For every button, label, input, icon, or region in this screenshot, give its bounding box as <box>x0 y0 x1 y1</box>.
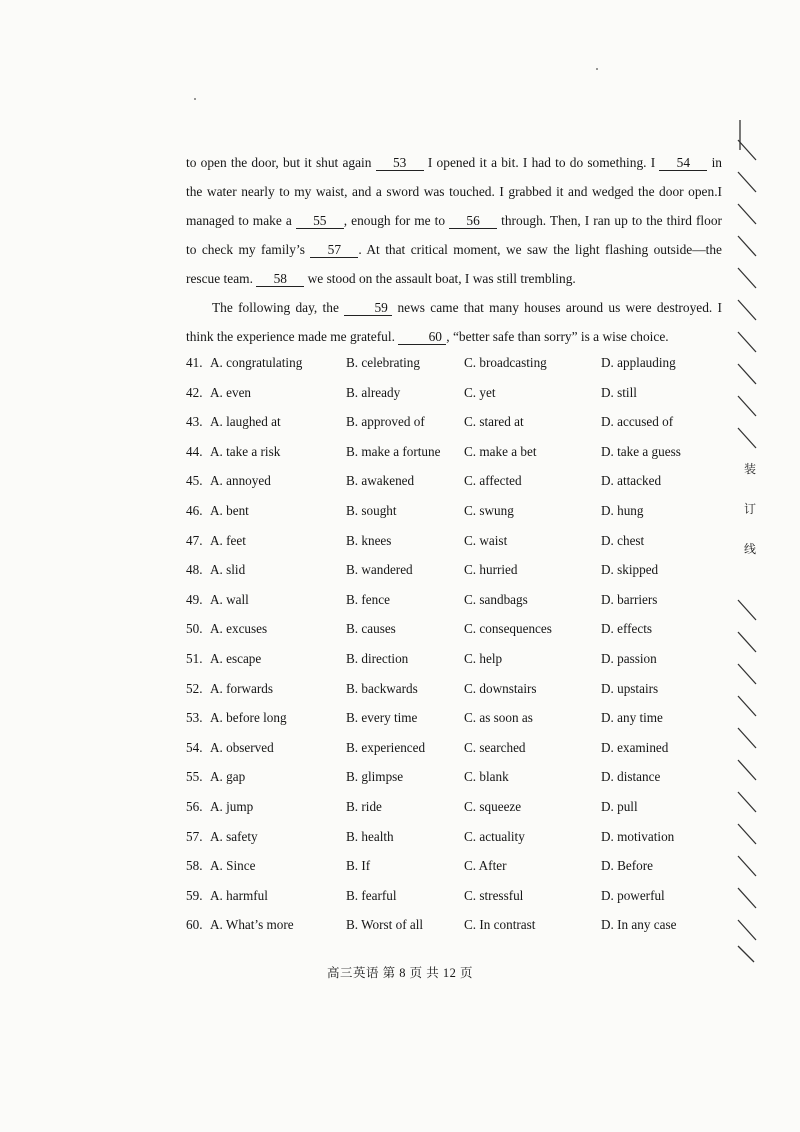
option-d: D. barriers <box>601 591 658 607</box>
option-d: D. hung <box>601 502 644 518</box>
blank-58: 58 <box>256 271 304 287</box>
option-a: A. before long <box>210 710 287 726</box>
option-b: B. every time <box>346 710 418 726</box>
option-a: A. observed <box>210 739 274 755</box>
question-row <box>186 531 726 561</box>
question-row <box>186 679 726 709</box>
option-d: D. upstairs <box>601 680 659 696</box>
question-number: 57. <box>186 828 203 844</box>
option-d: D. powerful <box>601 887 665 903</box>
blank-56: 56 <box>449 213 497 229</box>
passage-paragraph-1 <box>186 148 722 293</box>
option-d: D. motivation <box>601 828 675 844</box>
question-number: 60. <box>186 917 203 933</box>
option-c: C. as soon as <box>464 710 533 726</box>
option-b: B. fearful <box>346 887 397 903</box>
option-c: C. broadcasting <box>464 355 547 370</box>
option-c: C. help <box>464 650 503 666</box>
option-b: B. backwards <box>346 680 418 696</box>
option-a: A. What’s more <box>210 917 294 933</box>
question-row <box>186 442 726 472</box>
option-a: A. laughed at <box>210 414 281 430</box>
option-d: D. examined <box>601 739 669 755</box>
question-number: 58. <box>186 858 203 874</box>
binding-char-zhuang: 装 <box>744 462 757 476</box>
option-d: D. skipped <box>601 562 659 578</box>
option-d: D. passion <box>601 650 657 666</box>
question-row <box>186 412 726 442</box>
question-row <box>186 915 726 945</box>
blank-55: 55 <box>296 213 344 229</box>
option-c: C. stared at <box>464 414 524 430</box>
option-b: B. If <box>346 858 371 874</box>
question-number: 49. <box>186 591 203 607</box>
option-a: A. forwards <box>210 680 273 696</box>
option-a: A. excuses <box>210 621 268 637</box>
passage-text: I opened it a bit. I had to do something. I <box>423 155 660 170</box>
question-number: 43. <box>186 414 203 430</box>
passage-text: in the water nearly to my waist, and a sword was touched. I grabbed it and wedged the door open.I managed to make a <box>186 155 722 228</box>
question-row <box>186 383 726 413</box>
question-number: 48. <box>186 562 203 578</box>
option-c: C. stressful <box>464 887 524 903</box>
option-d: D. take a guess <box>601 443 681 459</box>
option-b: B. Worst of all <box>346 917 424 933</box>
option-d: D. applauding <box>601 355 676 370</box>
option-c: C. searched <box>464 739 526 755</box>
option-b: B. health <box>346 828 394 844</box>
passage-paragraph-2 <box>186 293 722 351</box>
option-c: C. blank <box>464 769 509 785</box>
question-row <box>186 590 726 620</box>
option-c: C. waist <box>464 532 508 548</box>
page-footer: 高三英语 第 8 页 共 12 页 <box>326 966 473 980</box>
question-row <box>186 797 726 827</box>
blank-60: 60 <box>398 329 446 345</box>
blank-54: 54 <box>659 155 707 171</box>
option-c: C. hurried <box>464 562 518 578</box>
question-row <box>186 708 726 738</box>
reading-passage <box>186 148 722 351</box>
option-c: C. yet <box>464 384 496 400</box>
question-number: 47. <box>186 532 203 548</box>
question-number: 51. <box>186 650 203 666</box>
option-d: D. accused of <box>601 414 674 430</box>
option-b: B. already <box>346 384 401 400</box>
blank-53: 53 <box>376 155 424 171</box>
option-b: B. fence <box>346 591 390 607</box>
scan-speck <box>194 98 196 100</box>
option-a: A. even <box>210 384 252 400</box>
option-a: A. annoyed <box>210 473 271 489</box>
option-d: D. still <box>601 384 637 400</box>
question-number: 41. <box>186 355 203 370</box>
option-c: C. actuality <box>464 828 525 844</box>
option-c: C. affected <box>464 473 522 489</box>
option-c: C. make a bet <box>464 443 537 459</box>
option-c: C. sandbags <box>464 591 528 607</box>
option-a: A. escape <box>210 650 262 666</box>
option-a: A. bent <box>210 502 249 518</box>
option-b: B. glimpse <box>346 769 404 785</box>
binding-char-ding: 订 <box>744 502 757 516</box>
option-a: A. congratulating <box>210 355 303 370</box>
option-a: A. wall <box>210 591 249 607</box>
option-a: A. jump <box>210 798 254 814</box>
question-row <box>186 471 726 501</box>
passage-text: , enough for me to <box>343 213 450 228</box>
option-d: D. In any case <box>601 917 677 933</box>
option-b: B. direction <box>346 650 409 666</box>
answer-options <box>186 353 726 945</box>
option-c: C. consequences <box>464 621 552 637</box>
question-row <box>186 501 726 531</box>
option-a: A. slid <box>210 562 246 578</box>
question-number: 46. <box>186 502 203 518</box>
passage-text: through. Then, I ran up to the third floor to check my family’s <box>186 213 722 257</box>
option-b: B. causes <box>346 621 396 637</box>
option-a: A. take a risk <box>210 443 281 459</box>
option-b: B. make a fortune <box>346 443 441 459</box>
question-number: 52. <box>186 680 203 696</box>
option-d: D. effects <box>601 621 653 637</box>
option-d: D. Before <box>601 858 653 874</box>
option-d: D. pull <box>601 798 638 814</box>
option-a: A. feet <box>210 532 246 548</box>
question-number: 59. <box>186 887 203 903</box>
option-b: B. wandered <box>346 562 413 578</box>
question-row <box>186 886 726 916</box>
question-number: 56. <box>186 798 203 814</box>
question-row <box>186 649 726 679</box>
option-b: B. knees <box>346 532 392 548</box>
option-d: D. any time <box>601 710 663 726</box>
option-b: B. awakened <box>346 473 415 489</box>
option-b: B. sought <box>346 502 397 518</box>
option-a: A. harmful <box>210 887 268 903</box>
option-d: D. distance <box>601 769 661 785</box>
passage-text: news came that many houses around us were destroyed. I think the experience made me grateful. <box>186 300 723 344</box>
scan-speck <box>596 68 598 70</box>
option-d: D. attacked <box>601 473 662 489</box>
option-c: C. swung <box>464 502 514 518</box>
option-b: B. approved of <box>346 414 425 430</box>
question-row <box>186 619 726 649</box>
question-row <box>186 827 726 857</box>
option-b: B. celebrating <box>346 355 420 370</box>
option-c: C. downstairs <box>464 680 537 696</box>
binding-char-xian: 线 <box>744 542 757 556</box>
question-row <box>186 767 726 797</box>
passage-text: to open the door, but it shut again <box>186 155 376 170</box>
option-a: A. safety <box>210 828 258 844</box>
passage-text: The following day, the <box>212 300 345 315</box>
option-c: C. In contrast <box>464 917 536 933</box>
question-number: 54. <box>186 739 203 755</box>
option-c: C. squeeze <box>464 798 522 814</box>
option-b: B. ride <box>346 798 382 814</box>
option-d: D. chest <box>601 532 645 548</box>
passage-text: , “better safe than sorry” is a wise choice. <box>446 329 669 344</box>
question-row <box>186 353 726 383</box>
question-row <box>186 856 726 886</box>
question-number: 55. <box>186 769 203 785</box>
question-row <box>186 738 726 768</box>
option-a: A. Since <box>210 858 256 874</box>
question-number: 42. <box>186 384 203 400</box>
option-a: A. gap <box>210 769 246 785</box>
question-row <box>186 560 726 590</box>
blank-57: 57 <box>310 242 358 258</box>
blank-59: 59 <box>344 300 392 316</box>
passage-text: we stood on the assault boat, I was still trembling. <box>304 271 576 286</box>
option-b: B. experienced <box>346 739 426 755</box>
question-number: 50. <box>186 621 203 637</box>
option-c: C. After <box>464 858 507 874</box>
question-number: 45. <box>186 473 203 489</box>
question-number: 53. <box>186 710 203 726</box>
question-number: 44. <box>186 443 203 459</box>
passage-text: . At that critical moment, we saw the light flashing outside—the rescue team. <box>186 242 722 286</box>
